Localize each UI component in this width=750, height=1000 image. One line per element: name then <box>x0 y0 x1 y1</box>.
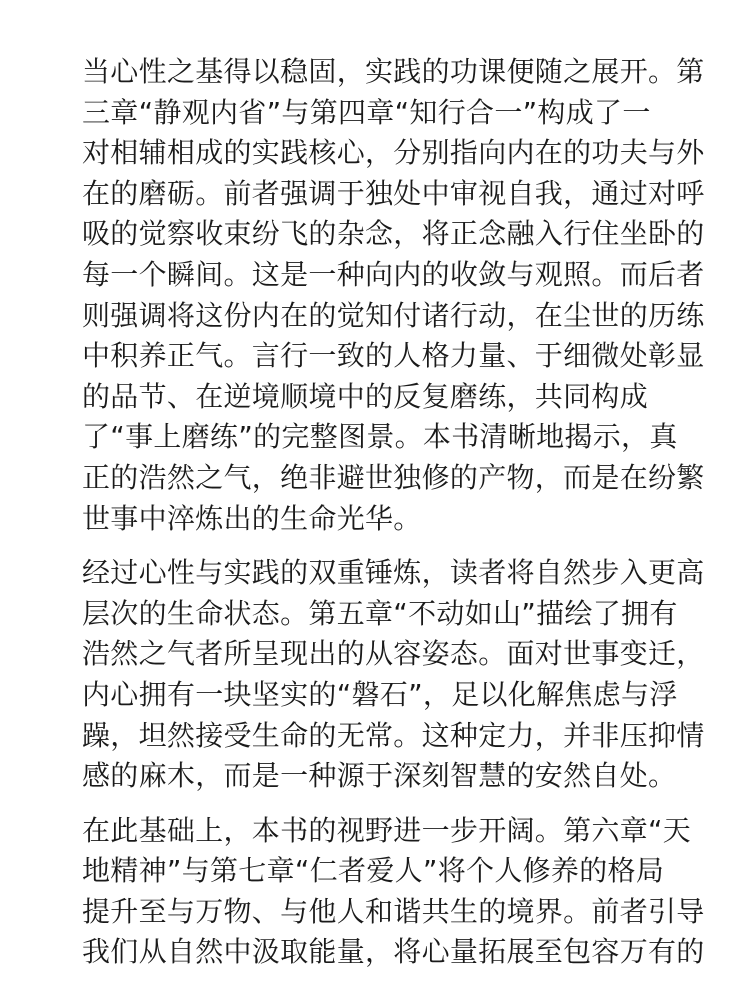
paragraph-state <box>82 553 750 797</box>
text-line: 感的麻木，而是一种源于深刻智慧的安然自处。 <box>82 759 677 793</box>
paragraph-vision <box>82 811 750 973</box>
text-line: 世事中淬炼出的生命光华。 <box>82 501 422 535</box>
text-line: 对相辅相成的实践核心，分别指向内在的功夫与外 <box>82 136 705 170</box>
text-line: 我们从自然中汲取能量，将心量拓展至包容万有的 <box>82 935 705 969</box>
text-line: 了“事上磨练”的完整图景。本书清晰地揭示，真 <box>82 420 678 454</box>
text-line: 正的浩然之气，绝非避世独修的产物，而是在纷繁 <box>82 460 705 494</box>
text-line: 中积养正气。言行一致的人格力量、于细微处彰显 <box>82 339 705 373</box>
text-line: 内心拥有一块坚实的“磐石”，足以化解焦虑与浮 <box>82 677 678 711</box>
text-line: 在的磨砺。前者强调于独处中审视自我，通过对呼 <box>82 176 705 210</box>
text-line: 经过心性与实践的双重锤炼，读者将自然步入更高 <box>82 556 705 590</box>
text-line: 则强调将这份内在的觉知付诸行动，在尘世的历练 <box>82 298 705 332</box>
text-line: 提升至与万物、与他人和谐共生的境界。前者引导 <box>82 894 705 928</box>
text-line: 地精神”与第七章“仁者爱人”将个人修养的格局 <box>82 854 665 888</box>
text-line: 的品节、在逆境顺境中的反复磨练，共同构成 <box>82 379 649 413</box>
text-line: 层次的生命状态。第五章“不动如山”描绘了拥有 <box>82 596 678 630</box>
paragraph-practice <box>82 52 750 539</box>
text-line: 在此基础上，本书的视野进一步开阔。第六章“天 <box>82 813 692 847</box>
text-line: 当心性之基得以稳固，实践的功课便随之展开。第 <box>82 55 705 88</box>
text-line: 浩然之气者所呈现出的从容姿态。面对世事变迁， <box>82 637 705 671</box>
text-line: 吸的觉察收束纷飞的杂念，将正念融入行住坐卧的 <box>82 217 705 251</box>
text-line: 躁，坦然接受生命的无常。这种定力，并非压抑情 <box>82 718 705 752</box>
text-line: 每一个瞬间。这是一种向内的收敛与观照。而后者 <box>82 257 705 291</box>
text-line: 三章“静观内省”与第四章“知行合一”构成了一 <box>82 95 651 129</box>
